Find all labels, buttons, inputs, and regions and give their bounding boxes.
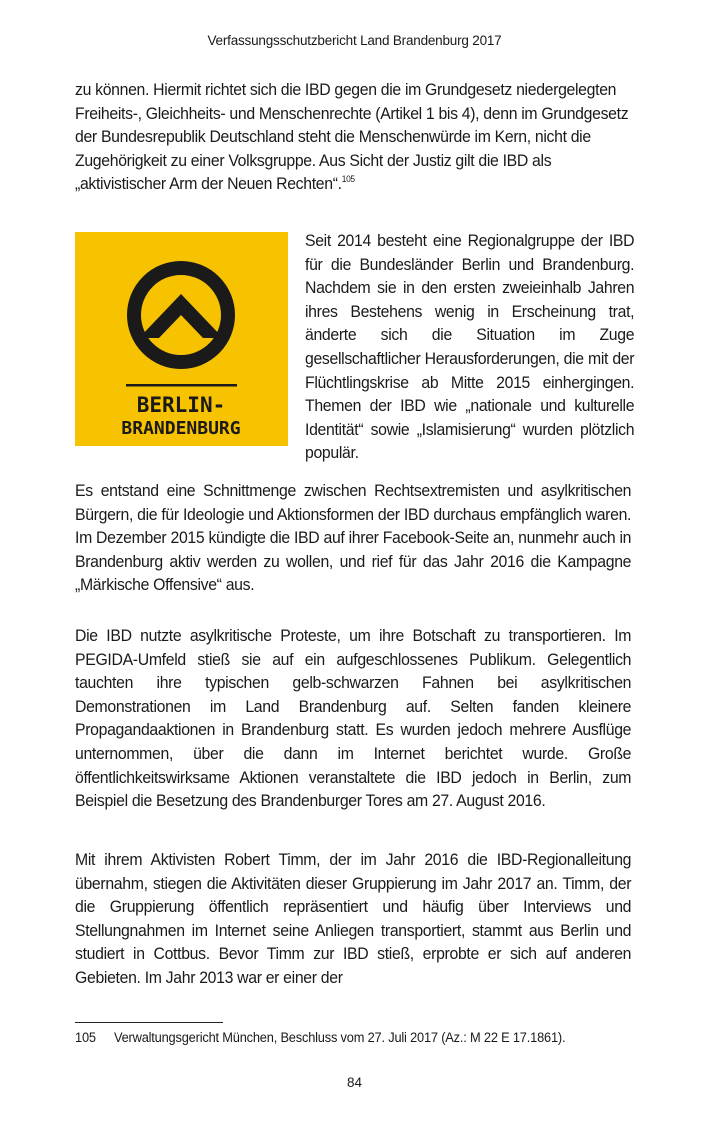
paragraph-3: Die IBD nutzte asylkritische Proteste, um ihre Botschaft zu transportieren. Im PEGIDA-Umfeld stieß sie auf ein aufgeschlossenes Publikum. Gelegentlich tauchten ihre typischen gelb-schwarzen Fahnen bei asylkritischen Demonstrationen im Land Brandenburg auf. Selten fanden kleinere Propagandaaktionen in Brandenburg statt. Es wurden jedoch mehrere Ausflüge unternommen, über die dann im Internet berichtet wurde. Große öffentlichkeitswirksame Aktionen veranstaltete die IBD jedoch in Berlin, zum Beispiel die Besetzung des Brandenburger Tores am 27. August 2016. — [75, 626, 632, 811]
logo-text-brandenburg: BRANDENBURG — [121, 418, 241, 439]
footnote-text: Verwaltungsgericht München, Beschluss vom 27. Juli 2017 (Az.: M 22 E 17.1861). — [113, 1030, 566, 1045]
paragraph-2-continued: Es entstand eine Schnittmenge zwischen Rechtsextremisten und asylkritischen Bürgern, die für Ideologie und Aktionsformen der IBD durchaus empfänglich waren. Im Dezember 2015 kündigte die IBD auf ihrer Facebook-Seite an, nunmehr auch in Brandenburg aktiv werden zu wollen, und rief für das Jahr 2016 die Kampagne „Märkische Offensive“ aus. — [75, 481, 632, 595]
footnote-105 — [75, 1030, 565, 1045]
paragraph-2-beside-logo: Seit 2014 besteht eine Regionalgruppe der IBD für die Bundesländer Berlin und Brandenburg. Nachdem sie in den ersten zweieinhalb Jahren ihres Bestehens wenig in Erscheinung trat, änderte sich die Situation im Zuge gesellschaftlicher Herausforderungen, die mit der Flüchtlingskrise ab Mitte 2015 einhergingen. Themen der IBD wie „nationale und kulturelle Identität“ sowie „Islamisierung“ wurden plötzlich populär. — [305, 231, 635, 463]
running-header: Verfassungsschutzbericht Land Brandenburg 2017 — [207, 33, 502, 48]
paragraph-4: Mit ihrem Aktivisten Robert Timm, der im Jahr 2016 die IBD-Regionalleitung übernahm, stiegen die Aktivitäten dieser Gruppierung im Jahr 2017 an. Timm, der die Gruppierung öffentlich repräsentiert und häufig über Interviews und Stellungnahmen im Internet seine Anliegen transportiert, stammt aus Berlin und studiert in Cottbus. Bevor Timm zur IBD stieß, erprobte er sich auf anderen Gebieten. Im Jahr 2013 war er einer der — [75, 850, 632, 987]
footnote-number: 105 — [75, 1030, 96, 1045]
logo-text-berlin: BERLIN- — [136, 393, 226, 417]
ibd-logo-image — [75, 232, 288, 446]
paragraph-1-text: zu können. Hiermit richtet sich die IBD gegen die im Grundgesetz niedergelegten Freiheits-, Gleichheits- und Menschenrechte (Artikel 1 bis 4), denn im Grundgesetz der Bundesrepublik Deutschland steht die Menschenwürde im Kern, nicht die Zugehörigkeit zu einer Volksgruppe. Aus Sicht der Justiz gilt die IBD als „aktivistischer Arm der Neuen Rechten“. — [75, 80, 629, 194]
lambda-circle-icon — [75, 232, 288, 446]
footnote-separator — [75, 1022, 223, 1023]
paragraph-1 — [75, 78, 631, 196]
page-number: 84 — [346, 1075, 363, 1090]
footnote-ref-105[interactable]: 105 — [341, 174, 355, 185]
